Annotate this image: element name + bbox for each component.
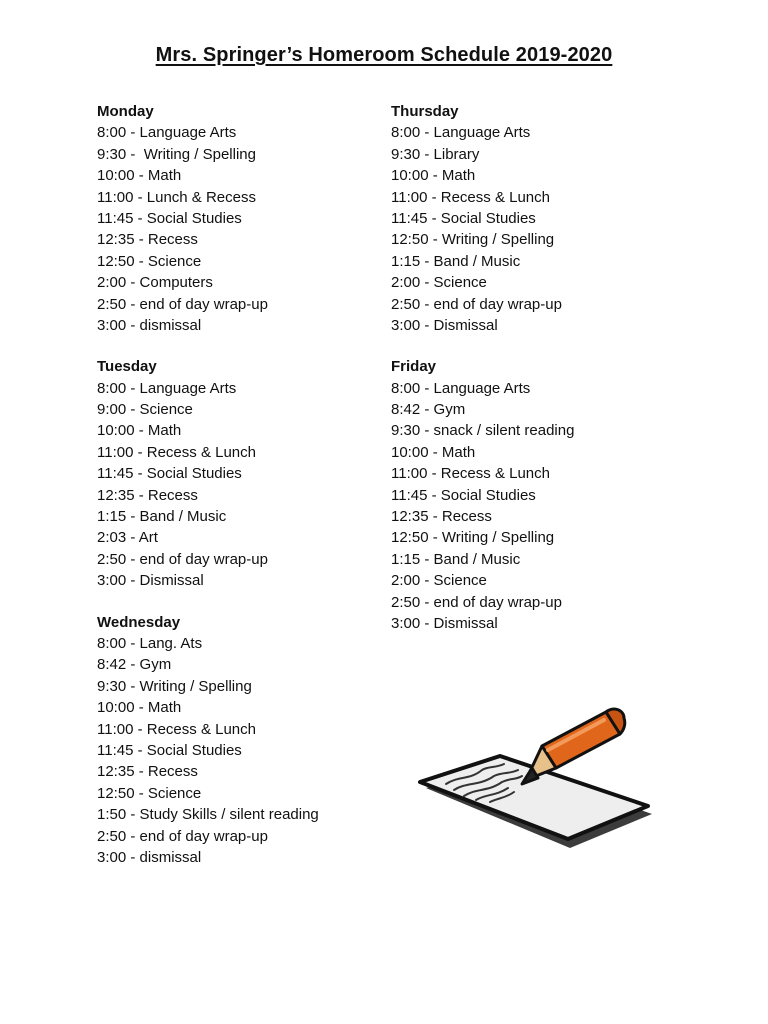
schedule-item: 11:45 - Social Studies [391,209,536,227]
schedule-item: 9:30 - Writing / Spelling [97,677,252,695]
day-heading: Thursday [391,103,459,120]
schedule-item: 11:00 - Recess & Lunch [97,443,256,461]
schedule-item: 2:00 - Science [391,572,487,590]
day-heading: Friday [391,358,437,376]
schedule-item: 2:50 - end of day wrap-up [97,827,268,845]
schedule-item: 12:35 - Recess [97,486,198,504]
schedule-item: 10:00 - Math [97,422,182,440]
schedule-item: 11:45 - Social Studies [97,209,242,227]
day-heading: Monday [97,103,154,120]
schedule-item: 9:30 - snack / silent reading [391,422,575,440]
schedule-item: 12:50 - Writing / Spelling [391,231,555,249]
schedule-item: 10:00 - Math [391,167,476,185]
schedule-item: 11:45 - Social Studies [391,486,536,504]
schedule-item: 2:50 - end of day wrap-up [391,295,562,313]
schedule-item: 9:00 - Science [97,401,193,419]
schedule-item: 8:42 - Gym [391,401,466,419]
schedule-item: 10:00 - Math [391,443,476,461]
schedule-item: 8:00 - Language Arts [97,124,237,142]
day-schedule-friday [391,356,681,634]
schedule-item: 12:50 - Writing / Spelling [391,529,555,547]
schedule-item: 10:00 - Math [97,167,182,185]
schedule-item: 12:50 - Science [97,252,202,270]
schedule-item: 1:15 - Band / Music [391,252,521,270]
schedule-item: 11:45 - Social Studies [97,741,242,759]
right-schedule-column [391,101,681,654]
day-schedule-wednesday [97,612,387,869]
schedule-item: 2:00 - Computers [97,274,213,292]
schedule-item: 9:30 - Writing / Spelling [97,145,256,163]
day-schedule-monday [97,101,387,336]
schedule-item: 10:00 - Math [97,699,182,717]
schedule-item: 3:00 - Dismissal [391,316,498,334]
pencil [522,709,625,784]
schedule-item: 1:15 - Band / Music [97,508,227,526]
schedule-item: 8:00 - Language Arts [97,379,237,397]
schedule-item: 2:50 - end of day wrap-up [97,550,268,568]
schedule-list [97,122,387,336]
schedule-item: 2:03 - Art [97,529,158,547]
schedule-item: 12:50 - Science [97,784,202,802]
schedule-item: 8:00 - Lang. Ats [97,634,203,652]
schedule-item: 1:15 - Band / Music [391,550,521,568]
schedule-item: 11:00 - Recess & Lunch [391,188,550,206]
schedule-item: 11:00 - Lunch & Recess [97,188,256,206]
schedule-item: 2:00 - Science [391,274,487,292]
schedule-item: 9:30 - Library [391,145,480,163]
schedule-item: 12:35 - Recess [97,763,198,781]
schedule-item: 8:00 - Language Arts [391,124,531,142]
schedule-item: 8:42 - Gym [97,656,172,674]
schedule-item: 12:35 - Recess [391,508,492,526]
schedule-item: 8:00 - Language Arts [391,379,531,397]
schedule-item: 12:35 - Recess [97,231,198,249]
schedule-item: 3:00 - dismissal [97,848,202,866]
schedule-item: 3:00 - dismissal [97,316,202,334]
pencil-writing-on-paper-icon [418,706,654,852]
pencil-body [542,712,620,768]
schedule-item: 11:00 - Recess & Lunch [97,720,256,738]
schedule-item: 3:00 - Dismissal [97,572,204,590]
schedule-list [97,633,387,868]
page-title-text: Mrs. Springer’s Homeroom Schedule 2019-2020 [155,44,613,66]
day-heading: Tuesday [97,358,157,376]
left-schedule-column [97,101,387,888]
page-title [0,44,768,67]
schedule-list [97,378,387,592]
schedule-item: 3:00 - Dismissal [391,614,498,632]
day-schedule-tuesday [97,356,387,591]
schedule-item: 2:50 - end of day wrap-up [97,295,268,313]
schedule-item: 11:45 - Social Studies [97,465,242,483]
schedule-list [391,122,681,336]
day-schedule-thursday [391,101,681,336]
day-heading: Wednesday [97,613,181,631]
schedule-item: 2:50 - end of day wrap-up [391,593,562,611]
schedule-item: 1:50 - Study Skills / silent reading [97,806,319,824]
schedule-list [391,378,681,635]
schedule-item: 11:00 - Recess & Lunch [391,465,550,483]
